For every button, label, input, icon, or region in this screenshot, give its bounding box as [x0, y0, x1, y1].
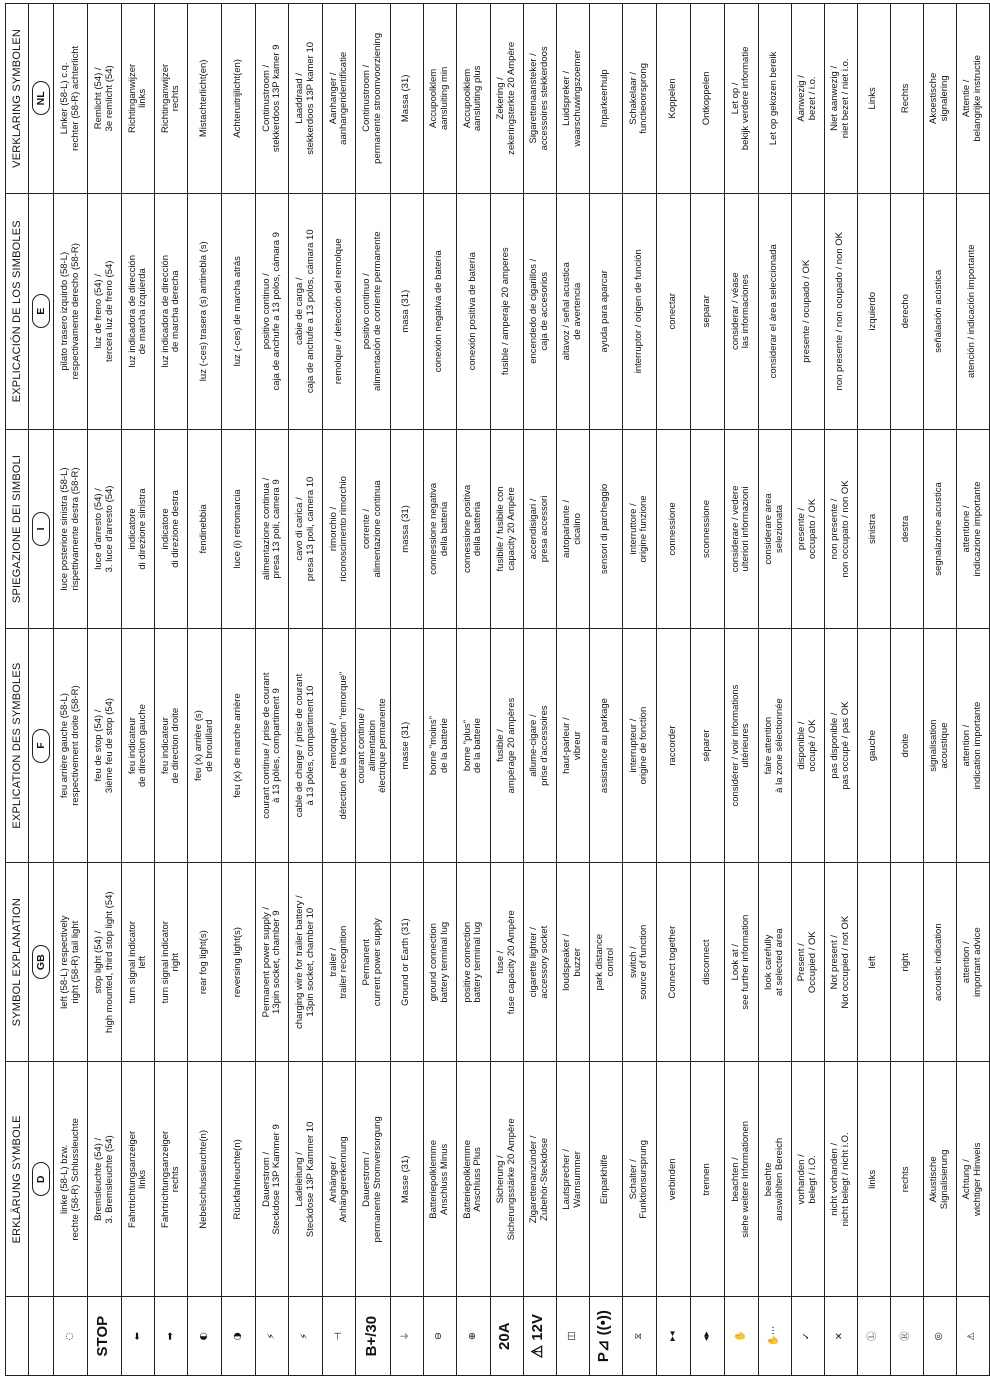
- table-row: [824, 4, 857, 1376]
- symbol-cell: [956, 1297, 989, 1376]
- symbol-cell: [155, 1297, 188, 1376]
- lang-code-nl: NL: [32, 81, 50, 115]
- lang-code-gb-cell: [29, 863, 54, 1062]
- cell-nl: Linker (58-L) c.q. rechter (58-R) achterlicht: [54, 4, 88, 194]
- symbol-cell: [356, 1297, 391, 1376]
- cell-nl: Links: [857, 4, 890, 194]
- table-row: [54, 4, 88, 1376]
- symbol-cell: [222, 1297, 256, 1376]
- symbol-icon: ⊣: [332, 1332, 344, 1341]
- cell-nl: Koppelen: [656, 4, 690, 194]
- cell-it: cavo di carica / presa 13 poli, camera 10: [289, 429, 323, 628]
- cell-it: segnalazione acustica: [923, 429, 956, 628]
- cell-fr: allume-cigare / prise d'accessoires: [523, 629, 556, 863]
- cell-nl: Let op gekozen bereik: [758, 4, 791, 194]
- cell-gb: turn signal indicator left: [122, 863, 155, 1062]
- lang-code-it: I: [32, 512, 50, 546]
- cell-it: non presente / non occupato / non OK: [824, 429, 857, 628]
- cell-gb: right: [890, 863, 923, 1062]
- table-row: [758, 4, 791, 1376]
- cell-nl: Akoestische signalering: [923, 4, 956, 194]
- cell-it: luce posteriore sinistra (58-L) rispettivamente destra (58-R): [54, 429, 88, 628]
- lang-code-gb: GB: [32, 945, 50, 979]
- cell-es: atención / indicación importante: [956, 193, 989, 429]
- table-row: [622, 4, 656, 1376]
- cell-fr: interrupteur / origine de fonction: [622, 629, 656, 863]
- symbol-cell: [456, 1297, 490, 1376]
- cell-gb: park distance control: [589, 863, 622, 1062]
- cell-es: pilato trasero izquirdo (58-L) respectivamente derecho (58-R): [54, 193, 88, 429]
- cell-it: autoparlante / cicalino: [556, 429, 589, 628]
- cell-gb: Connect together: [656, 863, 690, 1062]
- cell-de: Akustische Signalisierung: [923, 1062, 956, 1297]
- cell-es: cabie de carga / caja de anchufe a 13 polos, cámara 10: [289, 193, 323, 429]
- cell-fr: feu arrière gauche (58-L) respectivement droite (58-R): [54, 629, 88, 863]
- cell-es: luz de freno (54) / tercera luz de freno (54): [88, 193, 122, 429]
- cell-de: beachte auswählten Bereich: [758, 1062, 791, 1297]
- cell-es: altavoz / señal acustica de avertencia: [556, 193, 589, 429]
- cell-fr: attention / indication importante: [956, 629, 989, 863]
- cell-gb: attention / important advice: [956, 863, 989, 1062]
- symbol-icon: ⚡: [265, 1332, 277, 1340]
- symbol-cell: [890, 1297, 923, 1376]
- cell-gb: switch / source of function: [622, 863, 656, 1062]
- lang-code-it-cell: [29, 429, 54, 628]
- symbol-cell: [323, 1297, 356, 1376]
- table-row: [222, 4, 256, 1376]
- table-row: [589, 4, 622, 1376]
- cell-nl: Continustroom / permanente stroomvoorziening: [356, 4, 391, 194]
- symbol-icon: STOP: [94, 1315, 112, 1357]
- cell-de: Batteriepolklemme Anschluss Minus: [423, 1062, 456, 1297]
- cell-es: separar: [690, 193, 724, 429]
- symbol-icon: ◑: [232, 1332, 244, 1341]
- cell-gb: rear fog light(s): [188, 863, 222, 1062]
- header-title-it: SPIEGAZIONE DEI SIMBOLI: [6, 429, 29, 628]
- table-row: [155, 4, 188, 1376]
- cell-gb: positive connection battery terminal lug: [456, 863, 490, 1062]
- table-row: [490, 4, 523, 1376]
- cell-fr: remorque / détection de la fonction "remorque": [323, 629, 356, 863]
- cell-it: considerare area selezionata: [758, 429, 791, 628]
- cell-de: Fahrtrichtungsanzeiger links: [122, 1062, 155, 1297]
- cell-it: destra: [890, 429, 923, 628]
- cell-es: masa (31): [390, 193, 423, 429]
- cell-it: connessione: [656, 429, 690, 628]
- cell-fr: courant continue / prise de courant à 13 pôles, compartiment 9: [256, 629, 289, 863]
- cell-fr: haut-parleur / vibreur: [556, 629, 589, 863]
- header-title-gb: SYMBOL EXPLANATION: [6, 863, 29, 1062]
- cell-fr: pas disponible / pas occupé / pas OK: [824, 629, 857, 863]
- symbol-cell: [589, 1297, 622, 1376]
- symbol-icon: Ⓛ: [867, 1331, 879, 1341]
- cell-es: izquierdo: [857, 193, 890, 429]
- cell-fr: gauche: [857, 629, 890, 863]
- cell-fr: feu de stop (54) / 3ième feu de stop (54): [88, 629, 122, 863]
- symbol-icon: P⊿ ((•)): [595, 1310, 613, 1363]
- symbol-icon: ⬅: [131, 1332, 143, 1341]
- cell-de: Lautsprecher / Warnsummer: [556, 1062, 589, 1297]
- symbol-icon: ◫: [566, 1331, 578, 1341]
- cell-nl: Zekering / zekeringsterkte 20 Ampère: [490, 4, 523, 194]
- cell-es: positivo continuo / alimentación de corriente permanente: [356, 193, 391, 429]
- cell-nl: Aanwezig / bezet / i.o.: [791, 4, 824, 194]
- cell-de: Anhänger / Anhängererkennung: [323, 1062, 356, 1297]
- symbol-code-cell: [29, 1297, 54, 1376]
- table-row: [690, 4, 724, 1376]
- lang-code-nl-cell: [29, 4, 54, 194]
- cell-es: fusible / amperaje 20 amperes: [490, 193, 523, 429]
- symbol-icon: ◂▸: [700, 1331, 712, 1341]
- cell-nl: Attentie / belangrijke instructie: [956, 4, 989, 194]
- cell-it: alimentazione continua / presa 13 poli, camera 9: [256, 429, 289, 628]
- symbol-cell: [791, 1297, 824, 1376]
- table-row: [122, 4, 155, 1376]
- cell-nl: Remlicht (54) / 3e remlicht (54): [88, 4, 122, 194]
- symbol-icon: ✋⋯: [768, 1325, 780, 1347]
- cell-gb: left: [857, 863, 890, 1062]
- cell-es: positivo continuo / caja de anchufe a 13 polos, cámara 9: [256, 193, 289, 429]
- cell-nl: Richtinganwijzer rechts: [155, 4, 188, 194]
- cell-it: luce (i) retromarcia: [222, 429, 256, 628]
- cell-nl: Laaddraad / stekkerdoos 13P kamer 10: [289, 4, 323, 194]
- cell-gb: Ground or Earth (31): [390, 863, 423, 1062]
- cell-fr: feu indicateur de direction droite: [155, 629, 188, 863]
- cell-de: nicht vorhanden / nicht belegt / nicht i.O.: [824, 1062, 857, 1297]
- cell-es: remolque / detección del remolque: [323, 193, 356, 429]
- cell-it: attentione / indicazione importante: [956, 429, 989, 628]
- cell-nl: Continustroom / stekkerdoos 13P kamer 9: [256, 4, 289, 194]
- cell-es: luz (-ces) trasera (s) antinebla (s): [188, 193, 222, 429]
- cell-fr: faire attention à la zone sélectionnée: [758, 629, 791, 863]
- cell-it: presente / occupato / OK: [791, 429, 824, 628]
- cell-de: Batteriepolklemme Anschluss Plus: [456, 1062, 490, 1297]
- symbol-icon: ▸◂: [666, 1331, 678, 1341]
- table-row: [88, 4, 122, 1376]
- symbol-cell: [390, 1297, 423, 1376]
- cell-es: ayuda para aparcar: [589, 193, 622, 429]
- cell-it: indicatore di direzione sinistra: [122, 429, 155, 628]
- cell-de: Ladeleitung / Steckdose 13P Kammer 10: [289, 1062, 323, 1297]
- cell-fr: disponible / occupé / OK: [791, 629, 824, 863]
- cell-fr: cable de charge / prise de courant à 13 pôles, compartiment 10: [289, 629, 323, 863]
- cell-es: presente / ocupado / OK: [791, 193, 824, 429]
- table-row: [923, 4, 956, 1376]
- symbol-cell: [690, 1297, 724, 1376]
- cell-it: connessione negativa della batteria: [423, 429, 456, 628]
- cell-it: interruttore / origine funzione: [622, 429, 656, 628]
- cell-de: Zigarettenanzünder / Zubehör-Steckdose: [523, 1062, 556, 1297]
- cell-nl: Massa (31): [390, 4, 423, 194]
- cell-it: rimorchio / riconoscimento rimorchio: [323, 429, 356, 628]
- legend-body: [54, 4, 990, 1376]
- cell-fr: séparer: [690, 629, 724, 863]
- symbol-cell: [622, 1297, 656, 1376]
- cell-fr: feu (x) de marche arrière: [222, 629, 256, 863]
- cell-es: conexión positiva de batería: [456, 193, 490, 429]
- table-row: [423, 4, 456, 1376]
- lang-code-fr: F: [32, 729, 50, 763]
- cell-nl: Let op / bekijk verdere informatie: [724, 4, 758, 194]
- cell-nl: Luidspreker / waarschuwingszoemer: [556, 4, 589, 194]
- table-row: [556, 4, 589, 1376]
- cell-de: Fahrtrichtungsanzeiger rechts: [155, 1062, 188, 1297]
- symbol-icon: ⚠ 12V: [529, 1314, 547, 1359]
- lang-code-fr-cell: [29, 629, 54, 863]
- cell-de: beachten / siehe weitere Informationen: [724, 1062, 758, 1297]
- lang-code-es-cell: [29, 193, 54, 429]
- cell-gb: stop light (54) / high mounted, third stop light (54): [88, 863, 122, 1062]
- cell-de: Einparkhilfe: [589, 1062, 622, 1297]
- symbol-cell: [256, 1297, 289, 1376]
- header-title-de: ERKLÄRUNG SYMBOLE: [6, 1062, 29, 1297]
- symbol-icon: ⚠: [966, 1331, 978, 1341]
- cell-gb: Look at / see further information: [724, 863, 758, 1062]
- lang-code-de: D: [32, 1162, 50, 1196]
- header-title-nl: VERKLARING SYMBOLEN: [6, 4, 29, 194]
- cell-de: linke (58-L) bzw. rechte (58-R) Schlussleuchte: [54, 1062, 88, 1297]
- cell-es: derecho: [890, 193, 923, 429]
- cell-de: Nebelschlussleuchte(n): [188, 1062, 222, 1297]
- cell-gb: ground connection battery terminal lug: [423, 863, 456, 1062]
- cell-de: Rückfahrleuchte(n): [222, 1062, 256, 1297]
- lang-code-es: E: [32, 294, 50, 328]
- cell-nl: Niet aanwezig / niet bezet / niet i.o.: [824, 4, 857, 194]
- cell-gb: cigarette lighter / accessory socket: [523, 863, 556, 1062]
- cell-fr: feu indicateur de direction gauche: [122, 629, 155, 863]
- cell-es: encendedo de cigarillos / caja de accesorios: [523, 193, 556, 429]
- symbol-cell: [758, 1297, 791, 1376]
- symbol-cell: [724, 1297, 758, 1376]
- cell-nl: Sigarettenaansteker / accessoires stekkerdoos: [523, 4, 556, 194]
- table-row: [857, 4, 890, 1376]
- symbol-cell: [289, 1297, 323, 1376]
- symbol-icon: Ⓡ: [900, 1331, 912, 1341]
- cell-gb: Not present / Not occupied / not OK: [824, 863, 857, 1062]
- cell-es: conectar: [656, 193, 690, 429]
- cell-es: considerar / véase las informaciones: [724, 193, 758, 429]
- cell-it: accendisigari / presa accessori: [523, 429, 556, 628]
- cell-gb: charging wire for trailer battery / 13pin socket, chamber 10: [289, 863, 323, 1062]
- header-title-es: EXPLICACIÓN DE LOS SIMBOLES: [6, 193, 29, 429]
- cell-de: Masse (31): [390, 1062, 423, 1297]
- symbol-icon: ◐: [198, 1332, 210, 1341]
- language-title-row: [6, 4, 29, 1376]
- table-row: [456, 4, 490, 1376]
- symbol-cell: [923, 1297, 956, 1376]
- header-title-fr: EXPLICATION DES SYMBOLES: [6, 629, 29, 863]
- symbol-icon: ◎: [933, 1332, 945, 1341]
- cell-de: Bremsleuchte (54) / 3. Bremsleuchte (54): [88, 1062, 122, 1297]
- symbol-cell: [122, 1297, 155, 1376]
- cell-de: verbinden: [656, 1062, 690, 1297]
- table-row: [323, 4, 356, 1376]
- symbol-column-header: [6, 1297, 29, 1376]
- cell-it: massa (31): [390, 429, 423, 628]
- symbol-icon: B+/30: [362, 1315, 380, 1357]
- cell-nl: Aanhanger / aanhangeridentificatie: [323, 4, 356, 194]
- cell-de: vorhanden / belegt / i.O.: [791, 1062, 824, 1297]
- symbol-cell: [423, 1297, 456, 1376]
- table-row: [890, 4, 923, 1376]
- table-row: [724, 4, 758, 1376]
- table-row: [656, 4, 690, 1376]
- table-row: [523, 4, 556, 1376]
- symbol-legend-table: [5, 3, 990, 1376]
- table-row: [791, 4, 824, 1376]
- cell-nl: Accupoolklem aansluiting plus: [456, 4, 490, 194]
- cell-gb: look carefully at selected area: [758, 863, 791, 1062]
- cell-gb: acoustic indication: [923, 863, 956, 1062]
- cell-de: Dauerstrom / Steckdose 13P Kammer 9: [256, 1062, 289, 1297]
- symbol-cell: [88, 1297, 122, 1376]
- symbol-cell: [490, 1297, 523, 1376]
- cell-es: luz (-ces) de marcha atrás: [222, 193, 256, 429]
- cell-nl: Schakelaar / functieoorsprong: [622, 4, 656, 194]
- cell-nl: Mistachterlicht(en): [188, 4, 222, 194]
- cell-gb: reversing light(s): [222, 863, 256, 1062]
- cell-it: sensori di parcheggio: [589, 429, 622, 628]
- symbol-cell: [857, 1297, 890, 1376]
- cell-it: connessione positiva della batteria: [456, 429, 490, 628]
- table-row: [956, 4, 989, 1376]
- symbol-cell: [556, 1297, 589, 1376]
- cell-fr: raccorder: [656, 629, 690, 863]
- cell-fr: considérer / voir informations ultérieures: [724, 629, 758, 863]
- cell-es: luz indicadora de dirección de marcha derecha: [155, 193, 188, 429]
- cell-gb: Permanent power supply / 13pin socket, chamber 9: [256, 863, 289, 1062]
- cell-nl: Inparkeerhulp: [589, 4, 622, 194]
- symbol-cell: [54, 1297, 88, 1376]
- cell-fr: droite: [890, 629, 923, 863]
- cell-it: considerare / vedere ulteriori informazioni: [724, 429, 758, 628]
- symbol-cell: [656, 1297, 690, 1376]
- cell-de: Schalter / Funktionsursprung: [622, 1062, 656, 1297]
- cell-fr: courant continue / alimentation électrique permanente: [356, 629, 391, 863]
- symbol-icon: ✋: [734, 1330, 746, 1343]
- cell-de: Achtung / wichtiger Hinweis: [956, 1062, 989, 1297]
- language-code-row: [29, 4, 54, 1376]
- symbol-icon: ⊖: [433, 1332, 445, 1341]
- cell-gb: turn signal indicator right: [155, 863, 188, 1062]
- cell-it: fusibile / fusibile con capacity 20 Ampère: [490, 429, 523, 628]
- cell-it: sinistra: [857, 429, 890, 628]
- cell-es: luz indicadora de dirección de marcha izquierda: [122, 193, 155, 429]
- cell-fr: assistance au parkage: [589, 629, 622, 863]
- cell-gb: loudspeaker / buzzer: [556, 863, 589, 1062]
- cell-it: indicatore di direzione destra: [155, 429, 188, 628]
- symbol-icon: 20A: [496, 1322, 514, 1350]
- cell-de: links: [857, 1062, 890, 1297]
- cell-gb: Permanent current power supply: [356, 863, 391, 1062]
- symbol-icon: ✓: [801, 1332, 813, 1341]
- cell-gb: fuse / fuse capacity 20 Ampère: [490, 863, 523, 1062]
- cell-fr: feu (x) arrière (s) de brouillard: [188, 629, 222, 863]
- symbol-icon: ⧖: [632, 1332, 644, 1340]
- symbol-icon: ⚡: [299, 1332, 311, 1340]
- cell-nl: Richtinganwijzer links: [122, 4, 155, 194]
- table-row: [356, 4, 391, 1376]
- symbol-icon: ✕: [834, 1332, 846, 1341]
- cell-gb: left (58-L) respectively right (58-R) tail light: [54, 863, 88, 1062]
- table-row: [289, 4, 323, 1376]
- table-row: [188, 4, 222, 1376]
- symbol-icon: ⏚: [400, 1331, 412, 1341]
- cell-gb: disconnect: [690, 863, 724, 1062]
- cell-fr: signalisation acoustique: [923, 629, 956, 863]
- cell-de: Dauerstrom / permanente Stromversorgung: [356, 1062, 391, 1297]
- cell-de: rechts: [890, 1062, 923, 1297]
- cell-fr: fusible / ampérage 20 ampères: [490, 629, 523, 863]
- cell-es: considerar el área seleccionada: [758, 193, 791, 429]
- cell-fr: masse (31): [390, 629, 423, 863]
- cell-gb: Present / Occupied / OK: [791, 863, 824, 1062]
- cell-de: trennen: [690, 1062, 724, 1297]
- lang-code-de-cell: [29, 1062, 54, 1297]
- symbol-cell: [188, 1297, 222, 1376]
- cell-it: sconnessione: [690, 429, 724, 628]
- symbol-icon: ⊕: [466, 1332, 478, 1341]
- symbol-icon: ◌: [64, 1332, 76, 1341]
- cell-nl: Ontkoppelen: [690, 4, 724, 194]
- cell-nl: Accupoolklem aansluiting min: [423, 4, 456, 194]
- cell-es: conexión negativa de batería: [423, 193, 456, 429]
- symbol-cell: [523, 1297, 556, 1376]
- cell-nl: Achteruitrijlicht(en): [222, 4, 256, 194]
- cell-it: fendinebbia: [188, 429, 222, 628]
- cell-es: non presente / non ocupado / non OK: [824, 193, 857, 429]
- table-row: [390, 4, 423, 1376]
- cell-it: corrente / alimentazione continua: [356, 429, 391, 628]
- cell-fr: borne "plus" de la batterie: [456, 629, 490, 863]
- cell-gb: trailer / trailer recognition: [323, 863, 356, 1062]
- cell-nl: Rechts: [890, 4, 923, 194]
- symbol-cell: [824, 1297, 857, 1376]
- cell-es: señalación acústica: [923, 193, 956, 429]
- cell-it: luce d'arresto (54) / 3. luce d'arresto (54): [88, 429, 122, 628]
- cell-fr: borne "moins" de la batterie: [423, 629, 456, 863]
- symbol-icon: ➡: [164, 1332, 176, 1341]
- table-row: [256, 4, 289, 1376]
- cell-es: interruptor / origen de función: [622, 193, 656, 429]
- cell-de: Sicherung / Sicherungsstärke 20 Ampère: [490, 1062, 523, 1297]
